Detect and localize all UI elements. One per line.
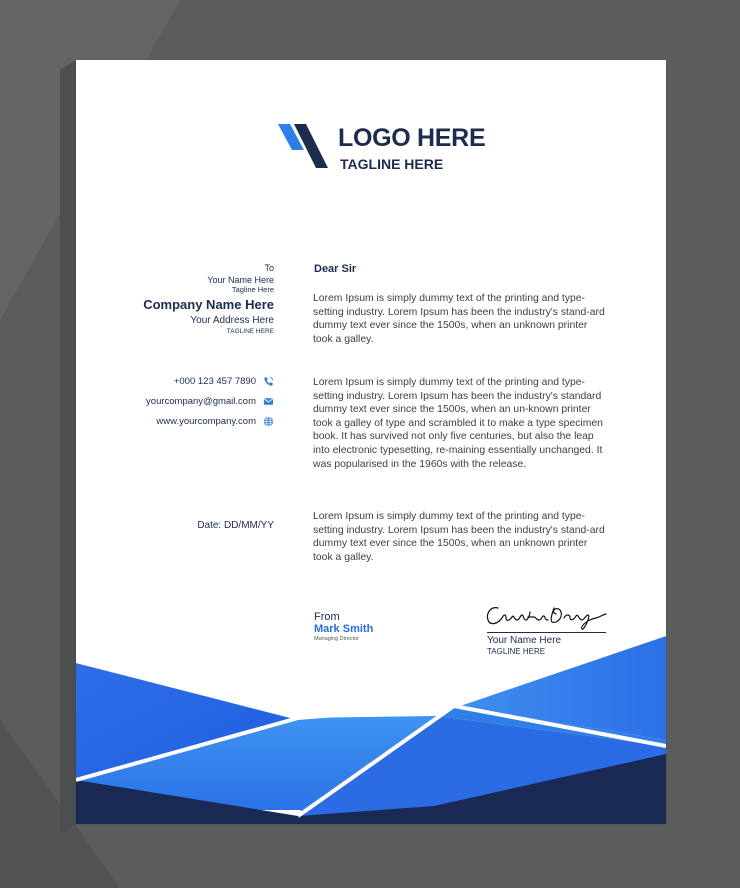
body-paragraph-1: Lorem Ipsum is simply dummy text of the printing and type-setting industry. Lorem Ipsum has been the industry's stand-ard dummy text ever since the 1500s, when an unknown printer took a galley.: [313, 293, 605, 345]
letter-date: Date: DD/MM/YY: [197, 520, 274, 531]
company-address: Your Address Here: [190, 315, 274, 326]
double-stripe-logo-icon: [276, 122, 330, 172]
letterhead-page: [76, 60, 666, 824]
contact-website: [156, 416, 274, 427]
globe-icon: [263, 416, 274, 427]
body-paragraph-3: Lorem Ipsum is simply dummy text of the printing and type-setting industry. Lorem Ipsum has been the industry's stand-ard dummy text ever since the 1500s, when an unknown printer took a galley.: [313, 511, 605, 563]
sender-title: Managing Director: [314, 636, 359, 642]
sender-name: Mark Smith: [314, 623, 374, 635]
signatory-name: Your Name Here: [487, 635, 562, 646]
recipient-name: Your Name Here: [207, 275, 274, 285]
company-tagline: TAGLINE HERE: [226, 328, 274, 335]
contact-phone: [174, 376, 274, 387]
footer-polygon-art: [76, 630, 666, 824]
signatory-tagline: TAGLINE HERE: [487, 647, 546, 656]
website-text: www.yourcompany.com: [156, 416, 256, 427]
logo-title: LOGO HERE: [338, 124, 486, 152]
contact-email: [146, 396, 274, 407]
phone-icon: [263, 376, 274, 387]
envelope-icon: [263, 396, 274, 407]
sheet-shadow: [60, 60, 76, 834]
body-paragraph-2: Lorem Ipsum is simply dummy text of the printing and type-setting industry. Lorem Ipsum has been the industry's standard dummy text ever since the 1500s, when an un-known printer took a galley of type and scrambled it to make a type specimen book. It has survived not only five centuries, but also the leap into electronic typesetting, re-maining essentially unchanged. It was popularised in the 1960s with the release.: [313, 377, 603, 470]
email-text: yourcompany@gmail.com: [146, 396, 256, 407]
from-label: From: [314, 611, 340, 623]
logo-tagline: TAGLINE HERE: [340, 156, 444, 172]
salutation: Dear Sir: [314, 263, 357, 275]
phone-text: +000 123 457 7890: [173, 376, 256, 387]
company-name: Company Name Here: [143, 297, 274, 312]
handwritten-signature: [484, 600, 608, 632]
recipient-tagline: Tagline Here: [231, 285, 274, 294]
to-label: To: [264, 263, 274, 273]
